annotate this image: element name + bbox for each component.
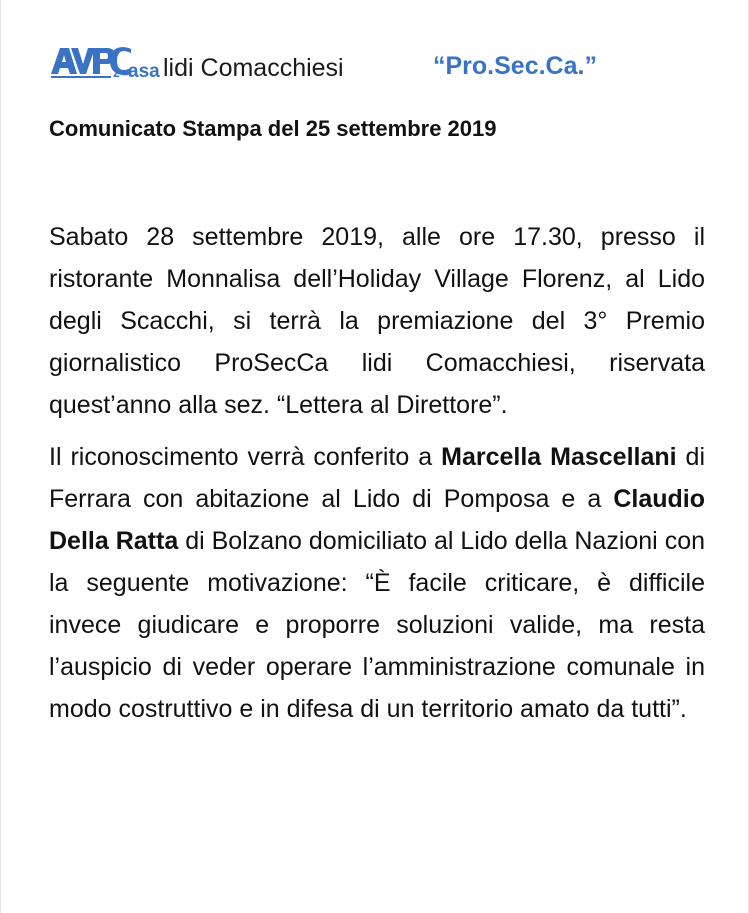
- press-release-title: Comunicato Stampa del 25 settembre 2019: [49, 116, 497, 141]
- press-release-body: [49, 216, 705, 740]
- brand-name: lidi Comacchiesi: [163, 54, 344, 82]
- paragraph-award: [49, 436, 705, 730]
- letterhead: [49, 44, 709, 90]
- paragraph-award-text-3: di Bolzano domiciliato al Lido della Nazioni con la seguente motivazione: “È facile criticare, è difficile invece giudicare e proporre soluzioni valide, ma resta l’auspicio di veder operare l’amministrazione comunale in modo costruttivo e in difesa di un territorio amato da tutti”.: [49, 527, 706, 723]
- svg-text:2: 2: [113, 66, 120, 80]
- winner-name-2: Claudio Della Ratta: [49, 485, 705, 555]
- avpc-casa-logo: [49, 44, 161, 84]
- paragraph-award-text-2: di Ferrara con abitazione al Lido di Pomposa e a: [49, 443, 705, 513]
- paragraph-announcement: Sabato 28 settembre 2019, alle ore 17.30, presso il ristorante Monnalisa dell’Holiday Village Florenz, al Lido degli Scacchi, si terrà la premiazione del 3° Premio giornalistico ProSecCa lidi Comacchiesi, riservata quest’anno alla sez. “Lettera al Direttore”.: [49, 223, 705, 419]
- paragraph-award-text-1: Il riconoscimento verrà conferito a: [49, 443, 442, 471]
- winner-name-1: Marcella Mascellani: [441, 443, 677, 471]
- svg-text:asa: asa: [128, 61, 160, 82]
- organization-name: “Pro.Sec.Ca.”: [433, 52, 597, 80]
